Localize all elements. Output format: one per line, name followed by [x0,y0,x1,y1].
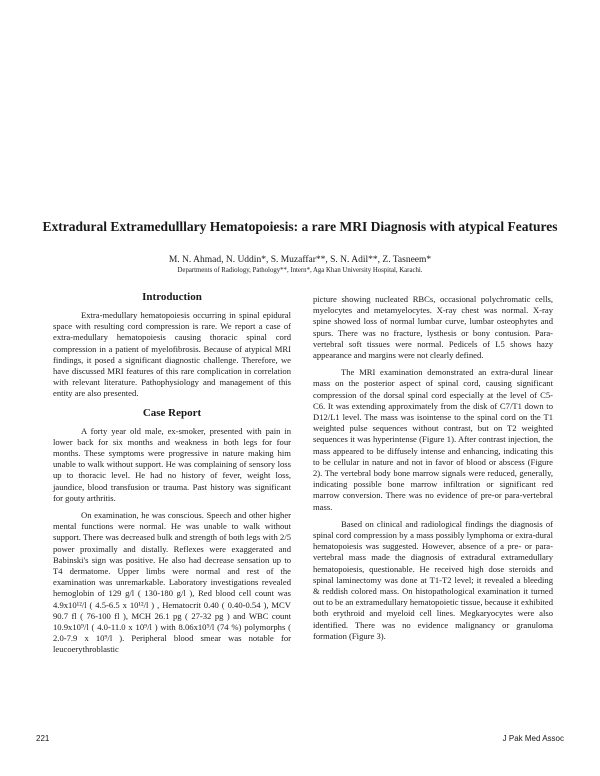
right-paragraph-3: Based on clinical and radiological findings the diagnosis of spinal cord compression by a mass possibly lymphoma or extra-dural hematopoiesis was suggested. However, absence of a pre- or para- vertebral mass made the diagnosis of extradural extramedullary hematopoiesis, questionable. He received high dose steroids and spinal laminectomy was done at T1-T2 level; it revealed a bleeding & reddish colored mass. On histopathological examination it turned out to be an extramedullary hematopoietic tissue, because it exhibited both erythroid and myeloid cell lines. Megkaryocytes were also identified. There was no evidence malignancy or granuloma formation (Figure 3). [313,518,553,641]
article-title: Extradural Extramedulllary Hematopoiesis: a rare MRI Diagnosis with atypical Features [42,219,558,234]
introduction-heading: Introduction [142,291,202,303]
right-paragraph-2: The MRI examination demonstrated an extra-dural linear mass on the posterior aspect of spinal cord, causing significant compression of the dorsal spinal cord especially at the level of C5-C6. It was extending approximately from the disk of C7/T1 down to D12/L1 level. The mass was isointense to the spinal cord on the T1 weighted pulse sequences without contrast, but on T2 weighted sequences it was hyperintense (Figure 1). After contrast injection, the mass appeared to be diffusely intense and enhancing, indicating this to be cellular in nature and not in favor of blood or abscess (Figure 2). The vertebral body bone marrow signals were reduced, generally, indicating possible bone marrow infiltration or significant red marrow conversion. There was no evidence of pre-or para-vertebral mass. [313,367,553,512]
left-column [53,290,291,662]
page-number: 221 [36,734,50,743]
case-report-paragraph-2: On examination, he was conscious. Speech and other higher mental functions were normal. He was unable to walk without support. There was decreased bulk and strength of both legs with 2/5 power proximally and distally. Reflexes were exaggerated and Babinski's sign was positive. He also had decrease sensation up to T4 dermatome. Upper limbs were normal and rest of the examination was unremarkable. Laboratory investigations revealed hemoglobin of 129 g/l ( 130-180 g/l ), Red blood cell count was 4.9x10¹²/l ( 4.5-6.5 x 10¹²/l ) , Hematocrit 0.40 ( 0.40-0.54 ), MCV 90.7 fl ( 76-100 fl ), MCH 26.1 pg ( 27-32 pg ) and WBC count 10.9x10⁹/l ( 4.0-11.0 x 10⁹/l ) with 8.06x10⁹/l (74 %) polymorphs ( 2.0-7.9 x 10⁹/l ). Peripheral blood smear was notable for leucoerythroblastic [53,510,291,655]
case-report-paragraph-1: A forty year old male, ex-smoker, presented with pain in lower back for six months and weakness in both legs for four months. These symptoms were progressive in nature making him unable to walk without support. He was complaining of sensory loss up to thoracic level. He had no history of fever, weight loss, jaundice, blood transfusion or trauma. Past history was significant for gouty arthritis. [53,425,291,503]
right-paragraph-1: picture showing nucleated RBCs, occasional polychromatic cells, myelocytes and metamyelocytes. X-ray chest was normal. X-ray spine showed loss of normal lumbar curve, lumbar osteophytes and spurs. There was no fracture, lysthesis or bony contusion. Para-vertebral soft tissues were normal. Pedicels of L5 shows hazy appearance and margins were not clearly defined. [313,294,553,361]
right-column [313,294,553,648]
case-report-heading: Case Report [142,406,202,419]
introduction-paragraph: Extra-medullary hematopoiesis occurring in spinal epidural space with resulting cord compression is rare. We report a case of extra-medullary hematopoiesis causing thoracic spinal cord compression in a patient of myelofibrosis. Because of atypical MRI findings, it posed a significant diagnostic challenge. Therefore, we have discussed MRI features of this rare complication in correlation with relevant literature. Pathophysiology and management of this entity are also presented. [53,310,291,399]
author-list: M. N. Ahmad, N. Uddin*, S. Muzaffar**, S. N. Adil**, Z. Tasneem* [168,255,432,265]
journal-name: J Pak Med Assoc [502,734,564,743]
affiliation: Departments of Radiology, Pathology**, Intern*, Aga Khan University Hospital, Karachi. [177,267,423,274]
